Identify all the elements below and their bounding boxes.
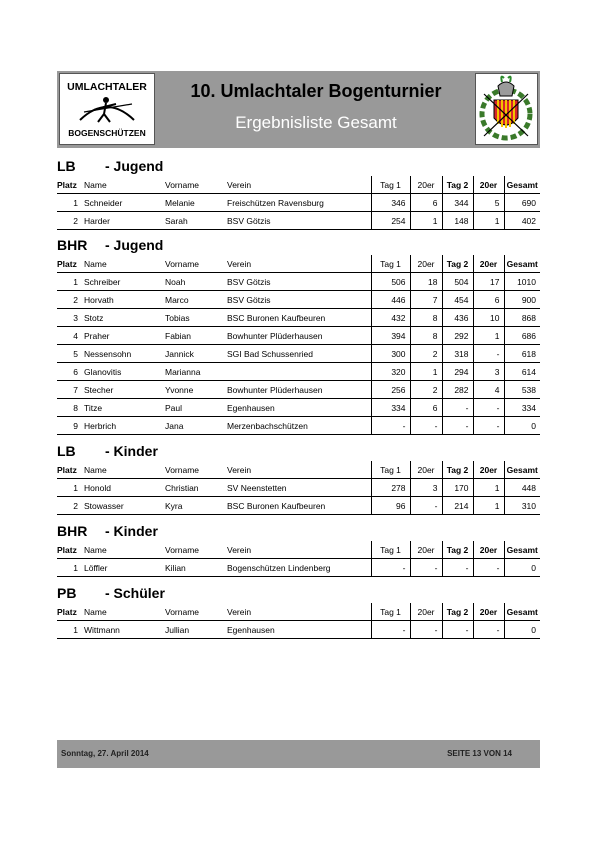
col-gesamt-cell: 900 <box>504 291 540 309</box>
col-verein-cell: SV Neenstetten <box>227 479 371 497</box>
col-verein-header: Verein <box>227 461 371 479</box>
col-name-header: Name <box>84 541 165 559</box>
col-tag2-header: Tag 2 <box>442 603 473 621</box>
col-name-cell: Titze <box>84 399 165 417</box>
col-20er-1-cell: 1 <box>410 363 442 381</box>
col-name-cell: Harder <box>84 212 165 230</box>
col-20er-1-cell: - <box>410 417 442 435</box>
col-tag2-cell: 282 <box>442 381 473 399</box>
col-20er-2-header: 20er <box>473 461 504 479</box>
col-20er-1-cell: 6 <box>410 399 442 417</box>
col-20er-1-header: 20er <box>410 176 442 194</box>
col-tag1-cell: - <box>371 417 410 435</box>
col-vorname-cell: Jannick <box>165 345 227 363</box>
col-platz-header: Platz <box>57 541 84 559</box>
section-title <box>57 584 540 603</box>
table-row <box>57 399 540 417</box>
age-group: - Kinder <box>105 443 158 459</box>
col-tag2-cell: 170 <box>442 479 473 497</box>
col-tag2-cell: 454 <box>442 291 473 309</box>
col-gesamt-cell: 618 <box>504 345 540 363</box>
col-platz-header: Platz <box>57 255 84 273</box>
col-20er-1-cell: 1 <box>410 212 442 230</box>
col-verein-cell: Freischützen Ravensburg <box>227 194 371 212</box>
table-header-row <box>57 255 540 273</box>
table-row <box>57 621 540 639</box>
col-name-cell: Herbrich <box>84 417 165 435</box>
col-name-cell: Stowasser <box>84 497 165 515</box>
col-verein-cell: BSC Buronen Kaufbeuren <box>227 309 371 327</box>
col-vorname-header: Vorname <box>165 603 227 621</box>
col-platz-header: Platz <box>57 176 84 194</box>
col-platz-cell: 8 <box>57 399 84 417</box>
col-platz-cell: 2 <box>57 212 84 230</box>
col-verein-header: Verein <box>227 541 371 559</box>
col-20er-1-header: 20er <box>410 541 442 559</box>
col-gesamt-cell: 0 <box>504 621 540 639</box>
col-tag1-cell: 394 <box>371 327 410 345</box>
col-vorname-cell: Noah <box>165 273 227 291</box>
col-20er-2-cell: - <box>473 345 504 363</box>
col-gesamt-cell: 1010 <box>504 273 540 291</box>
col-verein-cell: BSV Götzis <box>227 273 371 291</box>
section-title <box>57 522 540 541</box>
table-row <box>57 345 540 363</box>
col-platz-cell: 2 <box>57 291 84 309</box>
coat-of-arms-icon <box>476 74 537 144</box>
col-vorname-cell: Tobias <box>165 309 227 327</box>
col-tag1-cell: - <box>371 621 410 639</box>
results-section <box>57 442 540 515</box>
col-name-cell: Wittmann <box>84 621 165 639</box>
col-name-header: Name <box>84 461 165 479</box>
col-platz-cell: 2 <box>57 497 84 515</box>
col-verein-cell: Merzenbachschützen <box>227 417 371 435</box>
col-platz-cell: 9 <box>57 417 84 435</box>
col-20er-2-cell: 4 <box>473 381 504 399</box>
col-platz-cell: 4 <box>57 327 84 345</box>
col-20er-2-cell: 1 <box>473 212 504 230</box>
col-tag2-header: Tag 2 <box>442 541 473 559</box>
col-tag2-cell: 214 <box>442 497 473 515</box>
col-20er-2-cell: 3 <box>473 363 504 381</box>
table-header-row <box>57 541 540 559</box>
col-tag1-cell: - <box>371 559 410 577</box>
section-title <box>57 157 540 176</box>
club-logo <box>59 73 155 145</box>
col-tag1-header: Tag 1 <box>371 603 410 621</box>
col-vorname-header: Vorname <box>165 541 227 559</box>
section-title <box>57 236 540 255</box>
col-gesamt-header: Gesamt <box>504 541 540 559</box>
emblem-logo <box>475 73 538 145</box>
section-title <box>57 442 540 461</box>
table-row <box>57 479 540 497</box>
col-name-cell: Praher <box>84 327 165 345</box>
col-tag1-cell: 432 <box>371 309 410 327</box>
col-verein-cell: Egenhausen <box>227 399 371 417</box>
col-gesamt-header: Gesamt <box>504 461 540 479</box>
col-20er-2-cell: 10 <box>473 309 504 327</box>
col-tag2-cell: - <box>442 399 473 417</box>
col-tag1-cell: 278 <box>371 479 410 497</box>
col-vorname-cell: Marianna <box>165 363 227 381</box>
col-platz-cell: 1 <box>57 621 84 639</box>
results-table <box>57 176 540 230</box>
col-20er-1-cell: 2 <box>410 381 442 399</box>
logo-text-bottom: BOGENSCHÜTZEN <box>68 128 146 138</box>
col-20er-2-cell: - <box>473 559 504 577</box>
col-tag2-cell: - <box>442 621 473 639</box>
col-tag2-cell: - <box>442 417 473 435</box>
col-20er-1-cell: 7 <box>410 291 442 309</box>
col-vorname-header: Vorname <box>165 461 227 479</box>
col-platz-cell: 1 <box>57 559 84 577</box>
col-20er-2-cell: 1 <box>473 327 504 345</box>
col-20er-2-header: 20er <box>473 541 504 559</box>
col-20er-1-cell: 2 <box>410 345 442 363</box>
table-header-row <box>57 603 540 621</box>
col-gesamt-cell: 614 <box>504 363 540 381</box>
table-header-row <box>57 176 540 194</box>
col-20er-2-cell: 17 <box>473 273 504 291</box>
col-name-cell: Schneider <box>84 194 165 212</box>
table-row <box>57 417 540 435</box>
col-20er-1-cell: 3 <box>410 479 442 497</box>
col-platz-cell: 6 <box>57 363 84 381</box>
col-name-cell: Glanovitis <box>84 363 165 381</box>
col-20er-1-cell: 18 <box>410 273 442 291</box>
col-name-cell: Stotz <box>84 309 165 327</box>
col-20er-2-cell: - <box>473 417 504 435</box>
col-20er-1-cell: 8 <box>410 327 442 345</box>
col-20er-1-cell: - <box>410 497 442 515</box>
col-gesamt-cell: 0 <box>504 559 540 577</box>
col-tag2-cell: 292 <box>442 327 473 345</box>
table-row <box>57 212 540 230</box>
table-row <box>57 497 540 515</box>
col-vorname-cell: Paul <box>165 399 227 417</box>
bow-class: LB <box>57 443 76 459</box>
table-row <box>57 309 540 327</box>
col-tag1-cell: 300 <box>371 345 410 363</box>
results-table <box>57 461 540 515</box>
col-tag1-cell: 506 <box>371 273 410 291</box>
col-verein-cell: SGI Bad Schussenried <box>227 345 371 363</box>
col-verein-cell: Egenhausen <box>227 621 371 639</box>
col-verein-cell: Bowhunter Plüderhausen <box>227 327 371 345</box>
col-platz-cell: 1 <box>57 194 84 212</box>
col-vorname-cell: Marco <box>165 291 227 309</box>
col-20er-1-cell: 6 <box>410 194 442 212</box>
col-tag1-header: Tag 1 <box>371 176 410 194</box>
col-gesamt-cell: 690 <box>504 194 540 212</box>
col-gesamt-header: Gesamt <box>504 603 540 621</box>
col-gesamt-cell: 310 <box>504 497 540 515</box>
bow-class: BHR <box>57 237 88 253</box>
col-verein-cell: Bowhunter Plüderhausen <box>227 381 371 399</box>
col-tag2-cell: - <box>442 559 473 577</box>
col-name-cell: Löffler <box>84 559 165 577</box>
col-platz-cell: 1 <box>57 479 84 497</box>
results-section <box>57 157 540 230</box>
col-verein-header: Verein <box>227 603 371 621</box>
col-20er-1-header: 20er <box>410 461 442 479</box>
results-table <box>57 255 540 435</box>
col-20er-1-header: 20er <box>410 255 442 273</box>
col-tag1-cell: 334 <box>371 399 410 417</box>
col-platz-cell: 5 <box>57 345 84 363</box>
col-tag1-cell: 446 <box>371 291 410 309</box>
col-gesamt-cell: 402 <box>504 212 540 230</box>
col-name-cell: Honold <box>84 479 165 497</box>
col-vorname-cell: Kilian <box>165 559 227 577</box>
col-verein-cell: BSV Götzis <box>227 291 371 309</box>
col-tag1-cell: 256 <box>371 381 410 399</box>
col-vorname-cell: Kyra <box>165 497 227 515</box>
col-gesamt-cell: 538 <box>504 381 540 399</box>
table-row <box>57 273 540 291</box>
table-header-row <box>57 461 540 479</box>
bow-class: BHR <box>57 523 88 539</box>
col-tag1-cell: 346 <box>371 194 410 212</box>
col-vorname-cell: Christian <box>165 479 227 497</box>
col-tag1-cell: 96 <box>371 497 410 515</box>
age-group: - Kinder <box>105 523 158 539</box>
table-row <box>57 291 540 309</box>
col-20er-2-header: 20er <box>473 255 504 273</box>
col-vorname-cell: Jana <box>165 417 227 435</box>
page-footer <box>57 740 540 768</box>
col-20er-2-cell: 1 <box>473 497 504 515</box>
archer-logo-icon <box>60 74 154 144</box>
col-gesamt-cell: 448 <box>504 479 540 497</box>
logo-text-top: UMLACHTALER <box>67 81 147 93</box>
col-platz-cell: 1 <box>57 273 84 291</box>
table-row <box>57 363 540 381</box>
col-20er-2-cell: 6 <box>473 291 504 309</box>
age-group: - Jugend <box>105 158 164 174</box>
col-tag2-cell: 504 <box>442 273 473 291</box>
results-section <box>57 522 540 577</box>
results-table <box>57 603 540 639</box>
col-tag1-cell: 320 <box>371 363 410 381</box>
col-20er-1-header: 20er <box>410 603 442 621</box>
col-gesamt-header: Gesamt <box>504 176 540 194</box>
col-name-cell: Nessensohn <box>84 345 165 363</box>
results-table <box>57 541 540 577</box>
col-gesamt-cell: 334 <box>504 399 540 417</box>
col-verein-header: Verein <box>227 176 371 194</box>
col-vorname-cell: Fabian <box>165 327 227 345</box>
col-tag1-header: Tag 1 <box>371 461 410 479</box>
col-20er-2-cell: 1 <box>473 479 504 497</box>
col-vorname-cell: Yvonne <box>165 381 227 399</box>
col-20er-2-cell: - <box>473 621 504 639</box>
table-row <box>57 559 540 577</box>
col-platz-cell: 3 <box>57 309 84 327</box>
col-tag2-header: Tag 2 <box>442 176 473 194</box>
col-tag2-cell: 436 <box>442 309 473 327</box>
col-name-cell: Stecher <box>84 381 165 399</box>
col-tag1-cell: 254 <box>371 212 410 230</box>
col-tag2-cell: 148 <box>442 212 473 230</box>
page-title: 10. Umlachtaler Bogenturnier <box>190 81 442 101</box>
col-tag2-cell: 344 <box>442 194 473 212</box>
col-20er-1-cell: 8 <box>410 309 442 327</box>
col-20er-1-cell: - <box>410 621 442 639</box>
col-verein-cell: Bogenschützen Lindenberg <box>227 559 371 577</box>
results-section <box>57 584 540 639</box>
bow-class: PB <box>57 585 77 601</box>
col-20er-2-header: 20er <box>473 603 504 621</box>
col-vorname-header: Vorname <box>165 255 227 273</box>
footer-page-number: SEITE 13 VON 14 <box>447 749 512 758</box>
col-tag2-cell: 294 <box>442 363 473 381</box>
col-tag2-header: Tag 2 <box>442 255 473 273</box>
table-row <box>57 327 540 345</box>
page-header <box>57 71 540 148</box>
col-name-header: Name <box>84 603 165 621</box>
col-gesamt-cell: 686 <box>504 327 540 345</box>
col-name-cell: Schreiber <box>84 273 165 291</box>
col-vorname-cell: Sarah <box>165 212 227 230</box>
table-row <box>57 381 540 399</box>
col-platz-cell: 7 <box>57 381 84 399</box>
col-20er-1-cell: - <box>410 559 442 577</box>
col-verein-cell <box>227 363 371 381</box>
col-platz-header: Platz <box>57 603 84 621</box>
table-row <box>57 194 540 212</box>
col-vorname-header: Vorname <box>165 176 227 194</box>
col-gesamt-header: Gesamt <box>504 255 540 273</box>
col-vorname-cell: Jullian <box>165 621 227 639</box>
col-20er-2-cell: - <box>473 399 504 417</box>
age-group: - Jugend <box>105 237 164 253</box>
col-name-header: Name <box>84 255 165 273</box>
col-name-cell: Horvath <box>84 291 165 309</box>
page-subtitle: Ergebnisliste Gesamt <box>235 113 397 132</box>
col-tag1-header: Tag 1 <box>371 255 410 273</box>
col-tag1-header: Tag 1 <box>371 541 410 559</box>
col-verein-cell: BSC Buronen Kaufbeuren <box>227 497 371 515</box>
col-20er-2-header: 20er <box>473 176 504 194</box>
col-name-header: Name <box>84 176 165 194</box>
col-gesamt-cell: 868 <box>504 309 540 327</box>
footer-date: Sonntag, 27. April 2014 <box>61 749 149 758</box>
bow-class: LB <box>57 158 76 174</box>
col-vorname-cell: Melanie <box>165 194 227 212</box>
col-platz-header: Platz <box>57 461 84 479</box>
results-section <box>57 236 540 435</box>
col-tag2-cell: 318 <box>442 345 473 363</box>
col-verein-cell: BSV Götzis <box>227 212 371 230</box>
col-gesamt-cell: 0 <box>504 417 540 435</box>
col-tag2-header: Tag 2 <box>442 461 473 479</box>
col-verein-header: Verein <box>227 255 371 273</box>
col-20er-2-cell: 5 <box>473 194 504 212</box>
age-group: - Schüler <box>105 585 165 601</box>
